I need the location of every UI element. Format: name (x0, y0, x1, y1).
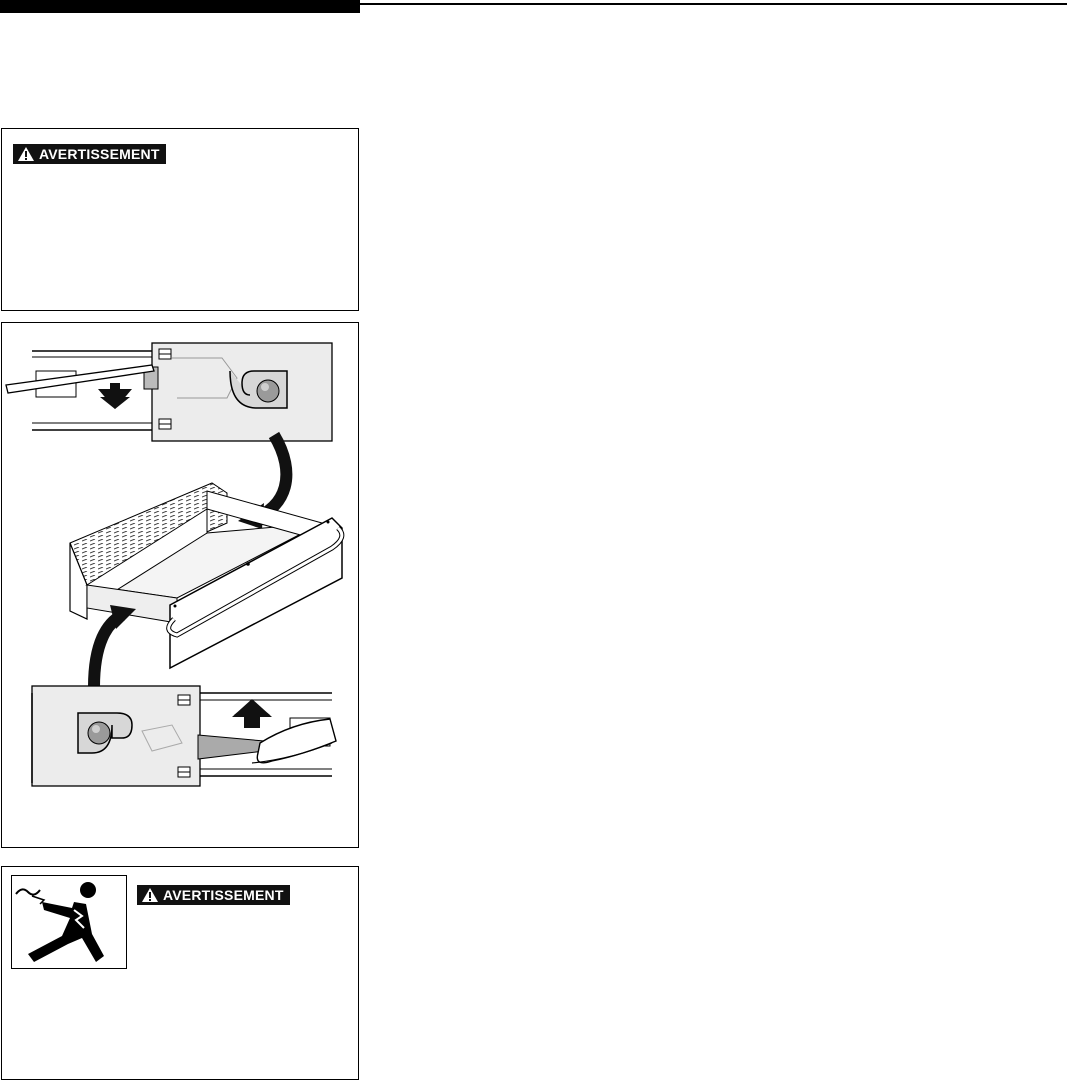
drawer-removal-illustration (2, 323, 358, 846)
warning-label: AVERTISSEMENT (163, 887, 284, 903)
warning-triangle-icon (141, 887, 159, 903)
drawer-slide-release-bottom-icon (32, 686, 336, 786)
warning-panel-2 (1, 866, 359, 1080)
warning-badge (13, 144, 166, 164)
drawer-body-icon (70, 483, 342, 668)
warning-label: AVERTISSEMENT (39, 146, 160, 162)
illustration-panel (1, 322, 359, 848)
electric-shock-icon (12, 876, 125, 967)
header-bar (0, 0, 360, 13)
drawer-slide-release-top-icon (6, 343, 332, 441)
warning-badge (137, 885, 290, 905)
header-rule (360, 3, 1067, 5)
warning-panel-1 (1, 128, 359, 311)
warning-triangle-icon (17, 146, 35, 162)
electric-shock-pictogram (11, 875, 127, 969)
